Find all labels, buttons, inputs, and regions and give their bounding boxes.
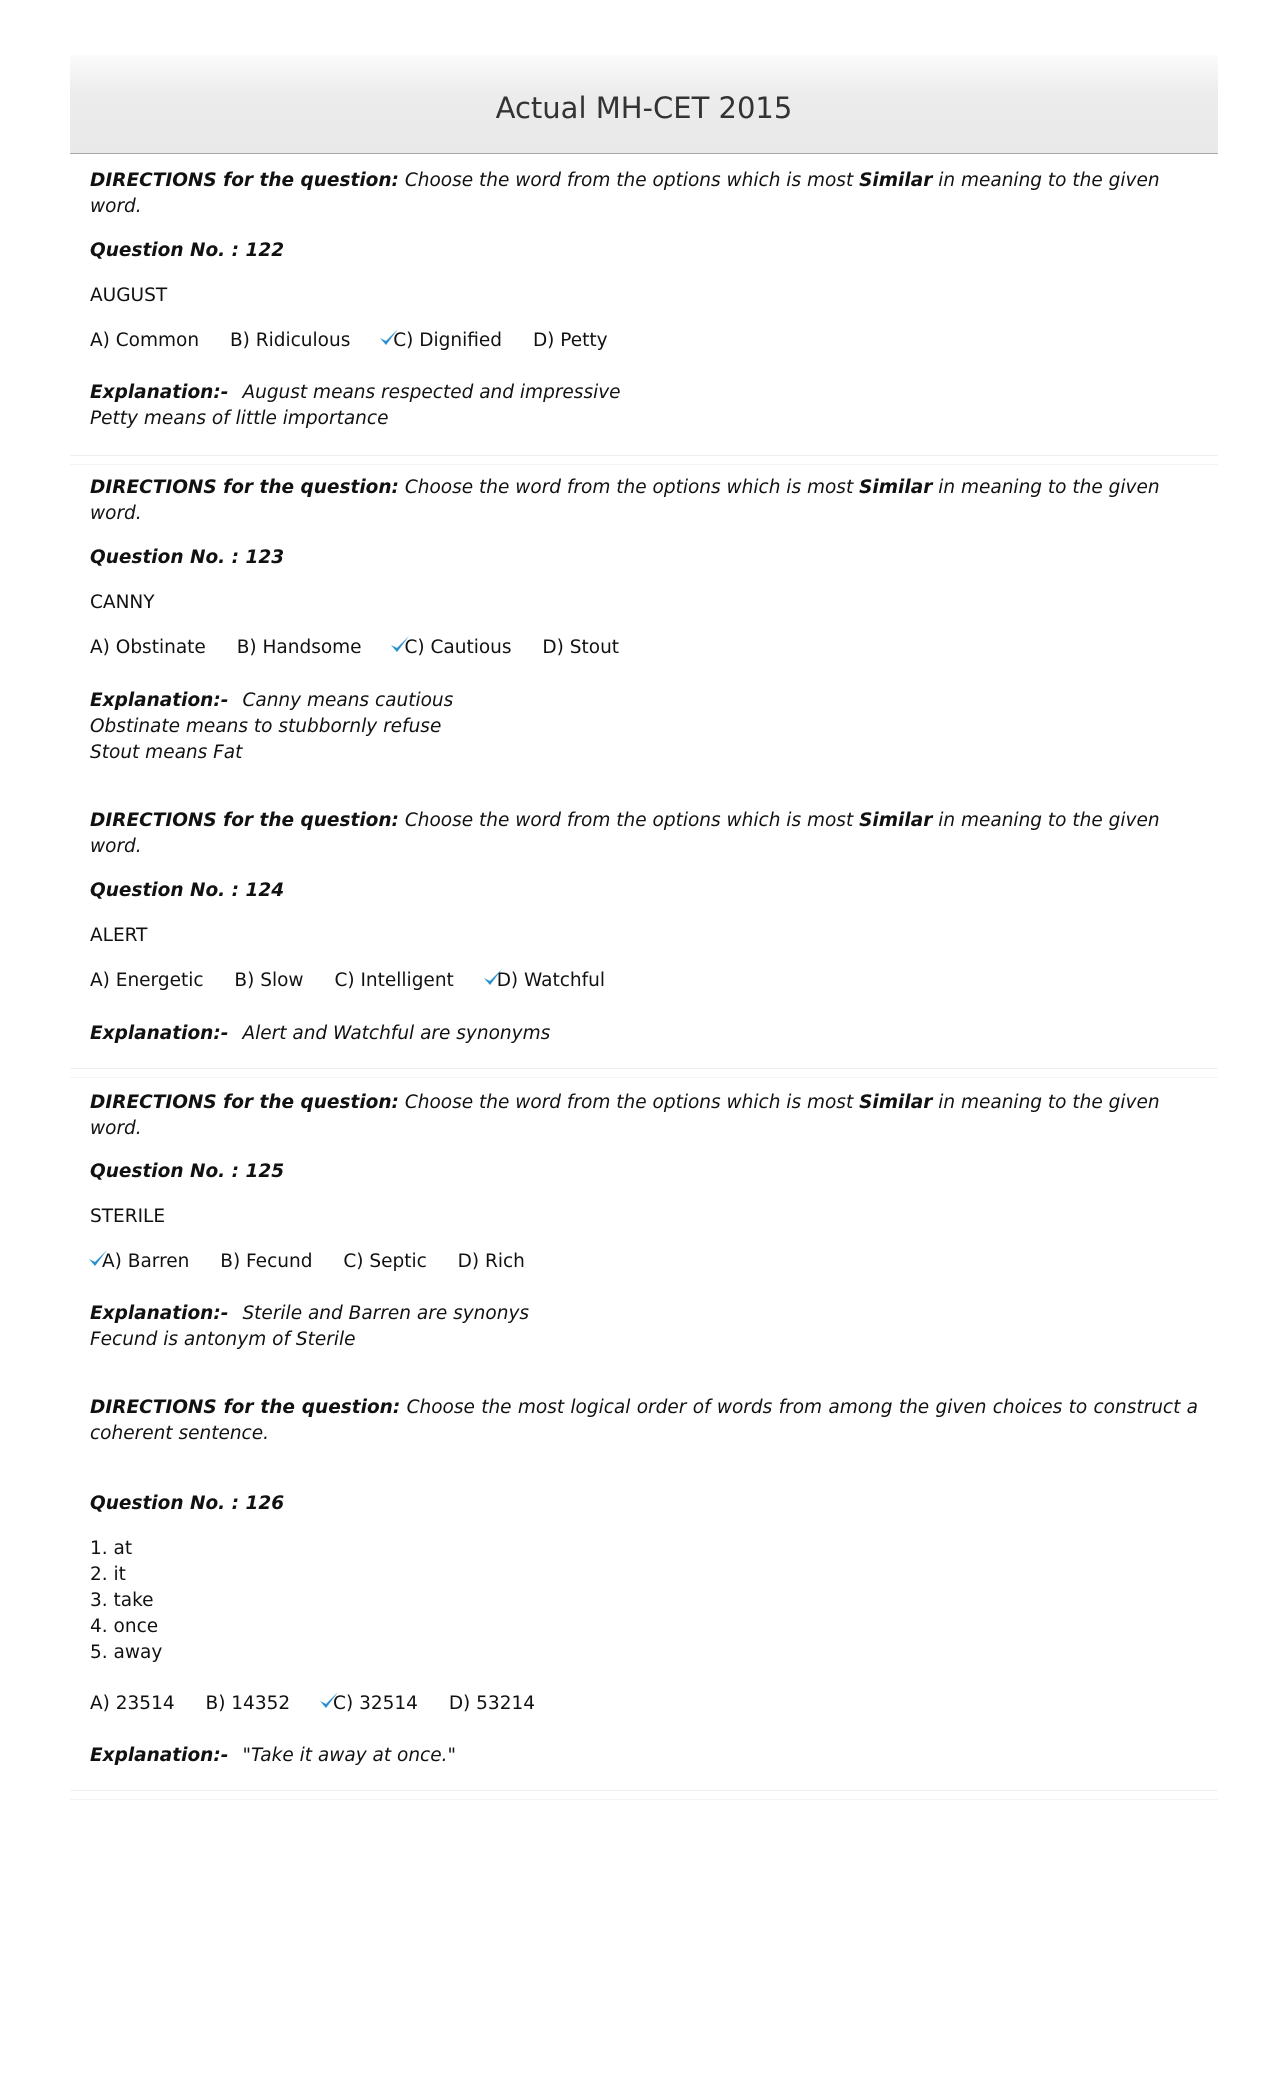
option-a[interactable]: A) Common — [90, 330, 200, 351]
directions-label: DIRECTIONS for the question: — [90, 170, 399, 191]
option-c[interactable]: C) Intelligent — [334, 970, 454, 991]
directions — [90, 1395, 1198, 1447]
option-label: C) Cautious — [404, 637, 512, 658]
explanation-label: Explanation:- — [90, 382, 229, 403]
sequence-item: 2. it — [90, 1564, 126, 1585]
explanation-label: Explanation:- — [90, 1303, 229, 1324]
option-label: D) Watchful — [496, 970, 606, 991]
sequence-item: 1. at — [90, 1538, 133, 1559]
directions-text: in meaning to the given word. — [90, 477, 1160, 524]
explanation-line: Sterile and Barren are synonys — [242, 1303, 530, 1324]
checkmark-icon — [319, 1689, 339, 1711]
directions-emphasis: Similar — [859, 170, 933, 191]
explanation-line: Obstinate means to stubbornly refuse — [90, 716, 442, 737]
options-row — [90, 1693, 560, 1714]
option-d[interactable]: D) Stout — [542, 637, 620, 658]
question-number: Question No. : 125 — [90, 1161, 285, 1182]
checkmark-icon — [88, 1247, 108, 1269]
question-word: STERILE — [90, 1206, 166, 1227]
sequence-list — [90, 1536, 162, 1666]
directions-text: Choose the word from the options which is most — [404, 1092, 854, 1113]
explanation — [90, 1301, 529, 1353]
explanation-line: "Take it away at once." — [242, 1745, 456, 1766]
divider — [70, 1790, 1218, 1800]
option-b[interactable]: B) Ridiculous — [229, 330, 351, 351]
checkmark-icon — [483, 966, 503, 988]
checkmark-icon — [379, 326, 399, 348]
option-a[interactable] — [98, 1251, 189, 1272]
directions-text: Choose the word from the options which is most — [404, 810, 854, 831]
explanation-line: Fecund is antonym of Sterile — [90, 1329, 356, 1350]
directions-label: DIRECTIONS for the question: — [90, 477, 399, 498]
explanation-label: Explanation:- — [90, 690, 229, 711]
option-d[interactable]: D) Rich — [457, 1251, 525, 1272]
option-label: C) 32514 — [333, 1693, 418, 1714]
option-c[interactable] — [400, 637, 511, 658]
divider — [70, 455, 1218, 465]
directions — [90, 1090, 1198, 1142]
option-a[interactable]: A) Obstinate — [90, 637, 206, 658]
directions — [90, 168, 1198, 220]
directions-emphasis: Similar — [859, 810, 933, 831]
option-b[interactable]: B) Fecund — [220, 1251, 313, 1272]
explanation — [90, 1021, 550, 1047]
explanation-line: Stout means Fat — [90, 742, 243, 763]
options-row — [90, 970, 630, 991]
option-c[interactable] — [389, 330, 502, 351]
explanation-label: Explanation:- — [90, 1745, 229, 1766]
directions — [90, 808, 1198, 860]
option-a[interactable]: A) Energetic — [90, 970, 204, 991]
directions-label: DIRECTIONS for the question: — [90, 810, 399, 831]
option-label: A) Barren — [102, 1251, 190, 1272]
explanation — [90, 1743, 456, 1769]
directions — [90, 475, 1198, 527]
question-word: ALERT — [90, 925, 148, 946]
option-a[interactable]: A) 23514 — [90, 1693, 175, 1714]
explanation — [90, 380, 621, 432]
directions-label: DIRECTIONS for the question: — [90, 1092, 399, 1113]
directions-text: in meaning to the given word. — [90, 170, 1160, 217]
question-number: Question No. : 126 — [90, 1493, 285, 1514]
sequence-item: 5. away — [90, 1642, 163, 1663]
checkmark-icon — [390, 633, 410, 655]
options-row — [90, 637, 644, 658]
divider — [70, 1068, 1218, 1078]
question-number: Question No. : 122 — [90, 240, 285, 261]
explanation-line: Canny means cautious — [242, 690, 454, 711]
option-c[interactable]: C) Septic — [343, 1251, 427, 1272]
option-d[interactable] — [493, 970, 605, 991]
option-d[interactable]: D) Petty — [532, 330, 608, 351]
option-c[interactable] — [329, 1693, 418, 1714]
explanation-label: Explanation:- — [90, 1023, 229, 1044]
question-number: Question No. : 124 — [90, 880, 285, 901]
directions-emphasis: Similar — [859, 1092, 933, 1113]
option-b[interactable]: B) Slow — [234, 970, 304, 991]
question-word: CANNY — [90, 592, 155, 613]
explanation-line: Petty means of little importance — [90, 408, 389, 429]
directions-label: DIRECTIONS for the question: — [90, 1397, 401, 1418]
sequence-item: 4. once — [90, 1616, 159, 1637]
page-title: Actual MH-CET 2015 — [495, 91, 793, 125]
directions-text: in meaning to the given word. — [90, 810, 1160, 857]
directions-text: Choose the word from the options which is most — [404, 170, 854, 191]
explanation-line: August means respected and impressive — [242, 382, 621, 403]
option-b[interactable]: B) Handsome — [236, 637, 362, 658]
question-number: Question No. : 123 — [90, 547, 285, 568]
options-row — [90, 330, 633, 351]
option-label: C) Dignified — [393, 330, 503, 351]
directions-emphasis: Similar — [859, 477, 933, 498]
sequence-item: 3. take — [90, 1590, 154, 1611]
directions-text: Choose the most logical order of words from among the given choices to construct a coherent sentence. — [90, 1397, 1199, 1444]
directions-text: in meaning to the given word. — [90, 1092, 1160, 1139]
explanation — [90, 688, 453, 766]
explanation-line: Alert and Watchful are synonyms — [242, 1023, 551, 1044]
option-d[interactable]: D) 53214 — [448, 1693, 536, 1714]
directions-text: Choose the word from the options which is most — [404, 477, 854, 498]
question-word: AUGUST — [90, 285, 168, 306]
option-b[interactable]: B) 14352 — [205, 1693, 291, 1714]
options-row — [90, 1251, 550, 1272]
page-header — [70, 55, 1218, 154]
